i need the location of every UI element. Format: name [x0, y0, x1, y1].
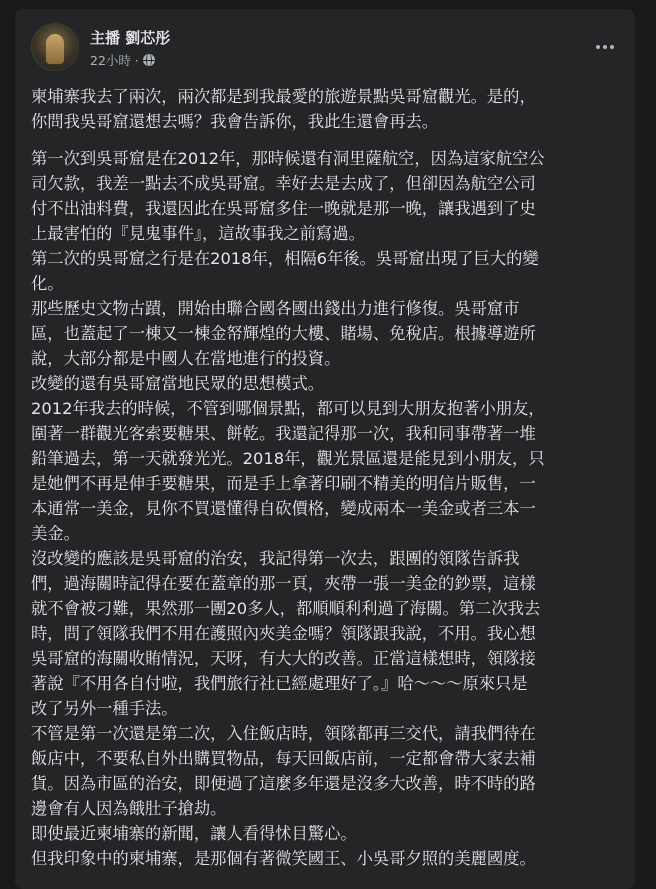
meta-separator: ·: [134, 52, 139, 68]
post-paragraph: 第一次到吳哥窟是在2012年，那時候還有洞里薩航空，因為這家航空公 司欠款，我差一點去不成吳哥窟。幸好去是去成了，但卻因為航空公司 付不出油料費，我還因此在吳哥窟多住一晚就是那一晚，讓我遇到了史 上最害怕的『見鬼事件』，這故事我之前寫過。: [31, 149, 545, 243]
avatar-image: [46, 34, 64, 64]
more-dot: [603, 45, 607, 49]
post-paragraph: 不管是第一次還是第二次，入住飯店時，領隊都再三交代，請我們待在 飯店中，不要私自外出購買物品，每天回飯店前，一定都會帶大家去補 貨。因為市區的治安，即便過了這麼多年還是沒多大改善，時不時的路 邊會有人因為餓肚子搶劫。: [31, 724, 536, 818]
post-paragraph: 2012年我去的時候，不管到哪個景點，都可以見到大朋友抱著小朋友， 圍著一群觀光客索要糖果、餅乾。我還記得那一次，我和同事帶著一堆 鉛筆過去，第一天就發光光。2018年，觀光景區還是能見到小朋友，只 是她們不再是伸手要糖果，而是手上拿著印刷不精美的明信片販售，一 本通常一美金，見你不買還懂得自砍價格，變成兩本一美金或者三本一 美金。: [31, 399, 545, 543]
post-card: [15, 9, 635, 889]
post-paragraph: 沒改變的應該是吳哥窟的治安，我記得第一次去，跟團的領隊告訴我 們，過海關時記得在要在蓋章的那一頁，夾帶一張一美金的鈔票，這樣 就不會被刁難，果然那一團20多人，都順順利利過了海關。第二次我去 時，問了領隊我們不用在護照內夾美金嗎？領隊跟我說，不用。我心想 吳哥窟的海關收賄情況，天呀，有大大的改善。正當這樣想時，領隊接 著說『不用各自付啦，我們旅行社已經處理好了。』哈～～～原來只是 改了另外一種手法。: [31, 549, 541, 718]
post-paragraph: 改變的還有吳哥窟當地民眾的思想模式。: [31, 374, 325, 393]
globe-icon[interactable]: [143, 54, 155, 66]
post-paragraph: 那些歷史文物古蹟，開始由聯合國各國出錢出力進行修復。吳哥窟市 區，也蓋起了一棟又一棟金帑輝煌的大樓、賭場、免稅店。根據導遊所 說，大部分都是中國人在當地進行的投資。: [31, 299, 536, 368]
more-options-icon[interactable]: [591, 33, 619, 61]
post-body: [31, 84, 625, 871]
post-paragraph: 柬埔寨我去了兩次，兩次都是到我最愛的旅遊景點吳哥窟觀光。是的， 你問我吳哥窟還想去嗎？我會告訴你，我此生還會再去。: [31, 87, 536, 131]
post-time[interactable]: 22小時: [90, 53, 131, 68]
post-meta: [90, 51, 155, 69]
author-name[interactable]: 主播 劉芯彤: [90, 29, 171, 47]
more-dot: [596, 45, 600, 49]
avatar[interactable]: [31, 23, 79, 71]
post-header: [31, 21, 619, 71]
post-paragraph: 但我印象中的柬埔寨，是那個有著微笑國王、小吳哥夕照的美麗國度。: [31, 849, 536, 868]
post-paragraph: 即使最近柬埔寨的新聞，讓人看得怵目驚心。: [31, 824, 357, 843]
post-paragraph: 第二次的吳哥窟之行是在2018年，相隔6年後。吳哥窟出現了巨大的變 化。: [31, 249, 539, 293]
more-dot: [610, 45, 614, 49]
